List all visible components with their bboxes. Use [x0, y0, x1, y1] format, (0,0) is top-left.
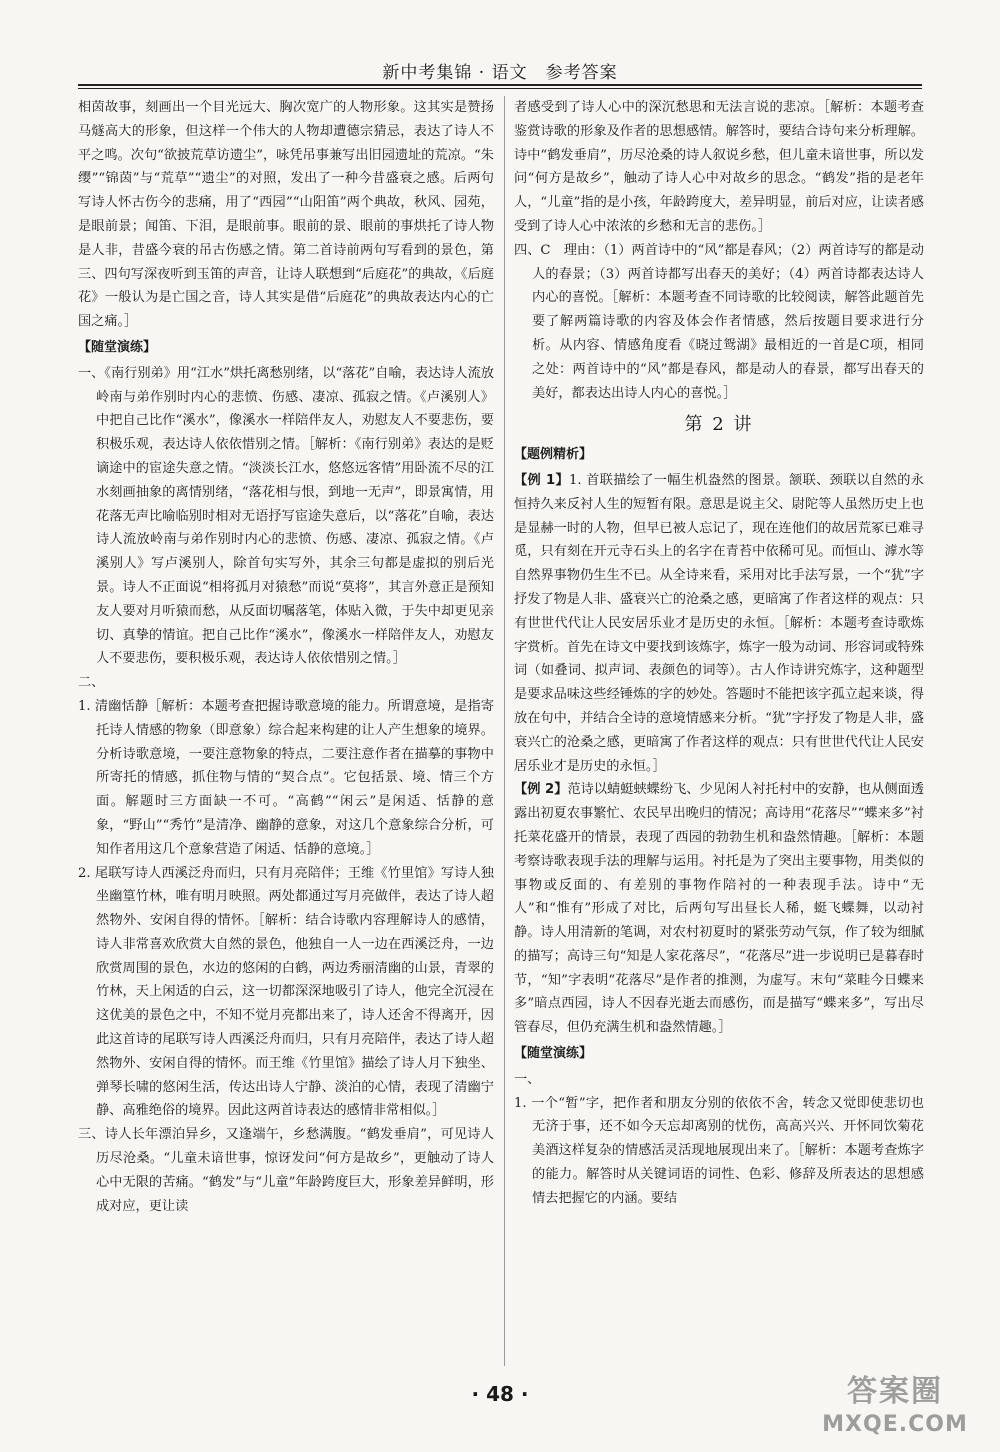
paragraph: 相茵故事，刻画出一个目光远大、胸次宽广的人物形象。这其实是赞扬马燧高大的形象，但这样一个伟大的人物却遭德宗猜忌，表达了诗人不平之鸣。次句“欲披荒草访遗尘”，咏凭吊事兼写出旧园遗址的荒凉。“朱缨”“锦茵”与“荒草”“遗尘”的对照，发出了一种今昔盛衰之感。后两句写诗人怀古伤今的悲痛，用了“西园”“山阳笛”两个典故，秋风、园苑，是眼前景；闻笛、下泪，是眼前事。眼前的景、眼前的事烘托了诗人物是人非，昔盛今衰的吊古伤感之情。第二首诗前两句写看到的景色，第三、四句写深夜听到玉笛的声音，让诗人联想到“后庭花”的典故，《后庭花》一般认为是亡国之音，诗人其实是借“后庭花”的典故表达内心的亡国之痛。］	[78, 100, 494, 330]
watermark-text-top: 答案圈	[847, 1374, 943, 1409]
column-divider	[504, 96, 505, 1366]
section-label-practice: 【随堂演练】	[78, 339, 157, 355]
right-column	[514, 96, 924, 1211]
answer-item: 2. 尾联写诗人西溪泛舟而归，只有月亮陪伴；王维《竹里馆》写诗人独坐幽篁竹林，唯有明月映照。两处都通过写月亮做伴，表达了诗人超然物外、安闲自得的情怀。［解析：结合诗歌内容理解诗人的感情，诗人非常喜欢欣赏大自然的景色，他独自一人一边在西溪泛舟，一边欣赏周围的景色，水边的悠闲的白鹤，两边秀丽清幽的山景，青翠的竹林，天上闲适的白云，这一切都深深地吸引了诗人，他完全沉浸在这优美的景色之中，不知不觉月亮都出来了，诗人还舍不得离开，因此这首诗的尾联写诗人西溪泛舟而归，只有月亮陪伴，表达了诗人超然物外、安闲自得的情怀。而王维《竹里馆》描绘了诗人月下独坐、弹琴长啸的悠闲生活，传达出诗人宁静、淡泊的心情，表现了清幽宁静、高雅绝俗的境界。因此这两首诗表达的感情非常相似。］	[78, 865, 494, 1119]
section-label-examples: 【题例精析】	[514, 447, 593, 463]
paragraph: 者感受到了诗人心中的深沉愁思和无法言说的悲凉。［解析：本题考查鉴赏诗歌的形象及作者的思想感情。解答时，要结合诗句来分析理解。诗中“鹤发垂肩”，历尽沧桑的诗人叙说乡愁，但儿童未谙世事，所以发问“何方是故乡”，触动了诗人心中对故乡的思念。“鹤发”指的是老年人，“儿童”指的是小孩，年龄跨度大，差异明显，前后对应，让读者感受到了诗人心中浓浓的乡愁和无言的悲伤。］	[514, 100, 924, 234]
page-number: · 48 ·	[471, 1382, 529, 1406]
section-label-practice: 【随堂演练】	[514, 1046, 593, 1062]
answer-item: 一、《南行别弟》用“江水”烘托离愁别绪，以“落花”自喻，表达诗人流放岭南与弟作别时内心的悲愤、伤感、凄凉、孤寂之情。《卢溪别人》中把自己比作“溪水”，像溪水一样陪伴友人，劝慰友人不要悲伤，要积极乐观，表达诗人依依惜别之情。［解析：《南行别弟》表达的是贬谪途中的宦途失意之情。“淡淡长江水，悠悠远客情”用卧流不尽的江水刻画抽象的离情别绪，“落花相与恨，到地一无声”，即景寓情，用花落无声比喻临别时相对无语抒写宦途失意后，以“落花”自喻，表达诗人流放岭南与弟作别时内心的悲愤、伤感、凄凉、孤寂之情。《卢溪别人》写卢溪别人，除首句实写外，其余三句都是虚拟的别后光景。诗人不正面说“相将孤月对猿愁”而说“莫将”，其言外意正是预知友人要对月听猿而愁，从反面切嘱落笔，体贴入微，于失中却更见亲切、真挚的情谊。把自己比作“溪水”，像溪水一样陪伴友人，劝慰友人不要悲伤，要积极乐观，表达诗人依依惜别之情。］	[78, 365, 494, 667]
example-item	[514, 469, 924, 778]
left-column	[78, 96, 494, 1218]
answer-heading: 一、	[514, 1071, 541, 1087]
answer-item: 1. 清幽恬静［解析：本题考查把握诗歌意境的能力。所谓意境，是指寄托诗人情感的物象（即意象）综合起来构建的让人产生想象的境界。分析诗歌意境，一要注意物象的特点，二要注意作者在描摹的事物中所寄托的情感，抓住物与情的“契合点”。它包括景、境、情三个方面。解题时三方面缺一不可。“高鹤”“闲云”是闲适、恬静的意象，“野山”“秀竹”是清净、幽静的意象，对这几个意象综合分析，可知作者用这几个意象营造了闲适、恬静的意境。］	[78, 698, 494, 857]
answer-item: 1. 一个“暂”字，把作者和朋友分别的依依不舍，转念又觉即使悲切也无济于事，还不如今天忘却离别的忧伤，高高兴兴、开怀同饮菊花美酒这样复杂的情感活灵活现地展现出来了。［解析：本题考查炼字的能力。解答时从关键词语的词性、色彩、修辞及所表达的思想感情去把握它的内涵。要结	[514, 1095, 924, 1206]
example-item	[514, 778, 924, 1040]
running-header: 新中考集锦 · 语文 参考答案	[382, 63, 618, 83]
header-rule	[78, 84, 922, 86]
answer-heading: 二、	[78, 675, 105, 691]
watermark-text-bottom: MXQE.COM	[822, 1412, 968, 1437]
example-label: 【例 2】	[514, 782, 568, 798]
header-rule-thin	[78, 88, 922, 89]
watermark-logo	[810, 1372, 980, 1446]
example-label: 【例 1】	[514, 472, 570, 488]
example-text: 1. 首联描绘了一幅生机盎然的图景。颔联、颈联以自然的永恒持久来反衬人生的短暂有限。意思是说主父、尉陀等人虽然历史上也是显赫一时的人物，但早已被人忘记了，现在连他们的故居荒冢已难寻觅，只有刻在开元寺石头上的名字在青苔中依稀可见。而恒山、滹水等自然界事物仍生生不已。从全诗来看，采用对比手法写景，一个“犹”字抒发了物是人非、盛衰兴亡的沧桑之感，更暗寓了作者这样的观点：只有世世代代让人民安居乐业才是历史的永恒。［解析：本题考查诗歌炼字赏析。首先在诗文中要找到该炼字，炼字一般为动词、形容词或特殊词（如叠词、拟声词、表颜色的词等）。古人作诗讲究炼字，这种题型是要求品味这些经锤炼的字的妙处。答题时不能把该字孤立起来谈，得放在句中，并结合全诗的意境情感来分析。“犹”字抒发了物是人非，盛衰兴亡的沧桑之感，更暗寓了作者这样的观点：只有世世代代让人民安居乐业才是历史的永恒。］	[514, 472, 924, 774]
example-text: 范诗以蜻蜓蛱蝶纷飞、少见闲人衬托村中的安静，也从侧面透露出初夏农事繁忙、农民早出晚归的情况；高诗用“花落尽”“蝶来多”衬托菜花盛开的情景，表现了西园的勃勃生机和盎然情趣。［解析：本题考察诗歌表现手法的理解与运用。衬托是为了突出主要事物，用类似的事物或反面的、有差别的事物作陪衬的一种表现手法。诗中“无人”和“惟有”形成了对比，后两句写出昼长人稀，蜓飞蝶舞，以动衬静。诗人用清新的笔调，对农村初夏时的紧张劳动气氛，作了较为细腻的描写；高诗三句“知是人家花落尽”，“花落尽”进一步说明已是暮春时节，“知”字表明“花落尽”是作者的推测，为虚写。末句“菜畦今日蝶来多”暗点西园，诗人不因春光逝去而感伤，而是描写“蝶来多”，写出尽管春尽，但仍充满生机和盎然情趣。］	[514, 782, 924, 1036]
answer-item: 四、C 理由：（1）两首诗中的“风”都是春风；（2）两首诗写的都是动人的春景；（3）两首诗都写出春天的美好；（4）两首诗都表达诗人内心的喜悦。［解析：本题考查不同诗歌的比较阅读，解答此题首先要了解两篇诗歌的内容及体会作者情感，然后按题目要求进行分析。从内容、情感角度看《晓过鸳湖》最相近的一首是C项，相同之处：两首诗中的“风”都是春风，都是动人的春景，都写出春天的美好，都表达出诗人内心的喜悦。］	[514, 242, 924, 401]
answer-item: 三、诗人长年漂泊异乡，又逢端午，乡愁满腹。“鹤发垂肩”，可见诗人历尽沧桑。“儿童未谙世事，惊讶发问“何方是故乡”，更触动了诗人心中无限的苦痛。“鹤发”与“儿童”年龄跨度巨大，形象差异鲜明，形成对应，更让读	[78, 1127, 494, 1214]
lecture-title: 第 2 讲	[684, 414, 754, 436]
